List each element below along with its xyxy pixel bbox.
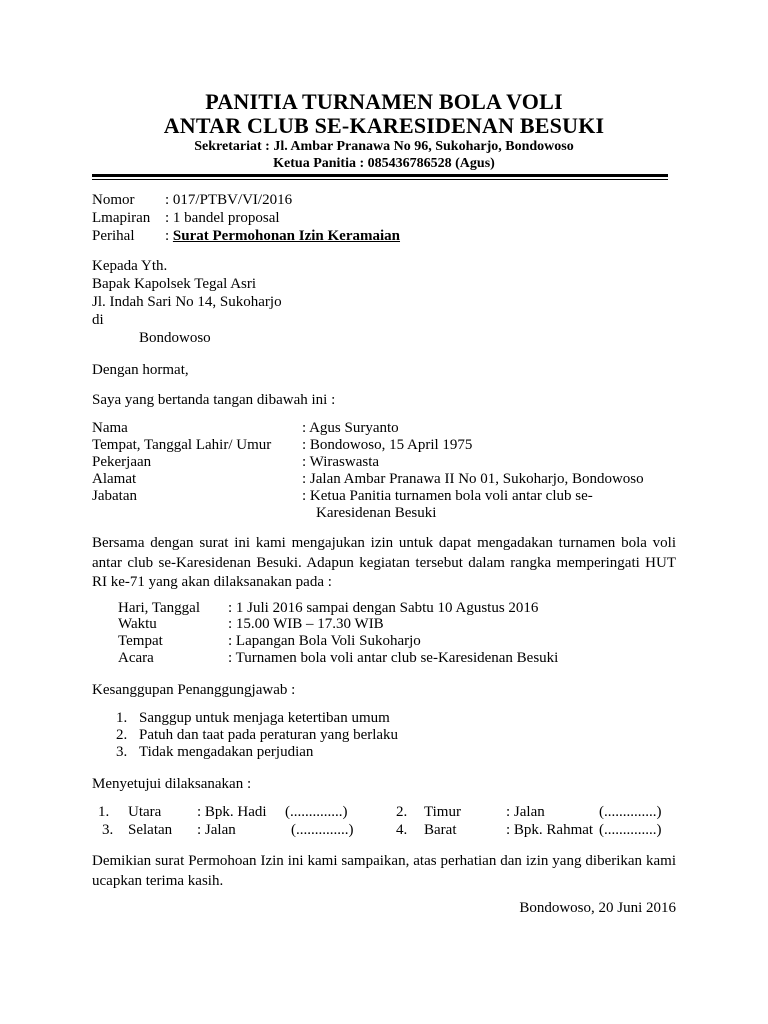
applicant-value: : Jalan Ambar Pranawa II No 01, Sukoharjo, Bondowoso	[302, 471, 644, 487]
approval-direction: Selatan	[128, 822, 173, 838]
list-item-number: 1.	[116, 710, 128, 726]
recipient-line4: di	[92, 312, 104, 328]
header-rule-thin	[92, 179, 668, 180]
commitment-title: Kesanggupan Penanggungjawab :	[92, 682, 296, 698]
recipient-line5: Bondowoso	[139, 330, 211, 346]
applicant-label: Nama	[92, 420, 128, 436]
list-item: Patuh dan taat pada peraturan yang berlaku	[139, 727, 399, 743]
approval-neighbor: : Jalan	[506, 804, 545, 820]
approval-signature: (..............)	[291, 822, 354, 838]
applicant-label: Tempat, Tanggal Lahir/ Umur	[92, 437, 272, 453]
approval-signature: (..............)	[599, 804, 662, 820]
applicant-value: : Agus Suryanto	[302, 420, 399, 436]
approval-neighbor: : Bpk. Rahmat	[506, 822, 594, 838]
recipient-line2: Bapak Kapolsek Tegal Asri	[92, 276, 257, 292]
closing-paragraph: Demikian surat Permohoan Izin ini kami sampaikan, atas perhatian dan izin yang diberikan kami ucapkan terima kasih.	[92, 853, 676, 889]
applicant-label: Jabatan	[92, 488, 137, 504]
event-label: Waktu	[118, 616, 157, 632]
approval-number: 4.	[396, 822, 408, 838]
event-value: : Turnamen bola voli antar club se-Karesidenan Besuki	[228, 650, 559, 666]
applicant-value: : Wiraswasta	[302, 454, 380, 470]
header-secretariat: Sekretariat : Jl. Ambar Pranawa No 96, Sukoharjo, Bondowoso	[194, 139, 574, 154]
applicant-value-continuation: Karesidenan Besuki	[316, 505, 437, 521]
list-item-number: 2.	[116, 727, 128, 743]
greeting: Dengan hormat,	[92, 362, 189, 378]
applicant-value: : Bondowoso, 15 April 1975	[302, 437, 473, 453]
approval-direction: Barat	[424, 822, 457, 838]
approval-direction: Utara	[128, 804, 162, 820]
recipient-line3: Jl. Indah Sari No 14, Sukoharjo	[92, 294, 282, 310]
perihal-colon: :	[165, 228, 173, 244]
event-label: Acara	[118, 650, 154, 666]
approval-number: 2.	[396, 804, 408, 820]
header-title-line1: PANITIA TURNAMEN BOLA VOLI	[205, 89, 563, 114]
intro-text: Saya yang bertanda tangan dibawah ini :	[92, 392, 336, 408]
event-label: Tempat	[118, 633, 163, 649]
list-item: Sanggup untuk menjaga ketertiban umum	[139, 710, 390, 726]
applicant-label: Alamat	[92, 471, 137, 487]
approval-signature: (..............)	[285, 804, 348, 820]
approval-signature: (..............)	[599, 822, 662, 838]
list-item-number: 3.	[116, 744, 128, 760]
nomor-value: : 017/PTBV/VI/2016	[165, 192, 293, 208]
body-paragraph: Bersama dengan surat ini kami mengajukan izin untuk dapat mengadakan turnamen bola voli antar club se-Karesidenan Besuki. Adapun kegiatan tersebut dalam rangka memperingati HUT RI ke-71 yang akan dilaksanakan pada :	[92, 535, 676, 590]
approval-title: Menyetujui dilaksanakan :	[92, 776, 252, 792]
approval-direction: Timur	[424, 804, 461, 820]
place-date: Bondowoso, 20 Juni 2016	[519, 900, 676, 916]
approval-neighbor: : Jalan	[197, 822, 236, 838]
header-chair-contact: Ketua Panitia : 085436786528 (Agus)	[273, 156, 495, 171]
lampiran-value: : 1 bandel proposal	[165, 210, 280, 226]
perihal-value-wrap	[165, 228, 400, 245]
approval-neighbor: : Bpk. Hadi	[197, 804, 267, 820]
applicant-value: : Ketua Panitia turnamen bola voli antar club se-	[302, 488, 593, 504]
perihal-label: Perihal	[92, 228, 135, 244]
event-value: : 1 Juli 2016 sampai dengan Sabtu 10 Agustus 2016	[228, 600, 539, 616]
event-value: : Lapangan Bola Voli Sukoharjo	[228, 633, 421, 649]
header-title-line2: ANTAR CLUB SE-KARESIDENAN BESUKI	[163, 113, 605, 138]
recipient-line1: Kepada Yth.	[92, 258, 168, 274]
perihal-value: Surat Permohonan Izin Keramaian	[172, 228, 401, 244]
event-label: Hari, Tanggal	[118, 600, 200, 616]
header-rule-thick	[92, 174, 668, 177]
event-value: : 15.00 WIB – 17.30 WIB	[228, 616, 384, 632]
nomor-label: Nomor	[92, 192, 135, 208]
approval-number: 3.	[102, 822, 114, 838]
applicant-label: Pekerjaan	[92, 454, 152, 470]
lampiran-label: Lmapiran	[92, 210, 151, 226]
approval-number: 1.	[98, 804, 110, 820]
list-item: Tidak mengadakan perjudian	[139, 744, 314, 760]
